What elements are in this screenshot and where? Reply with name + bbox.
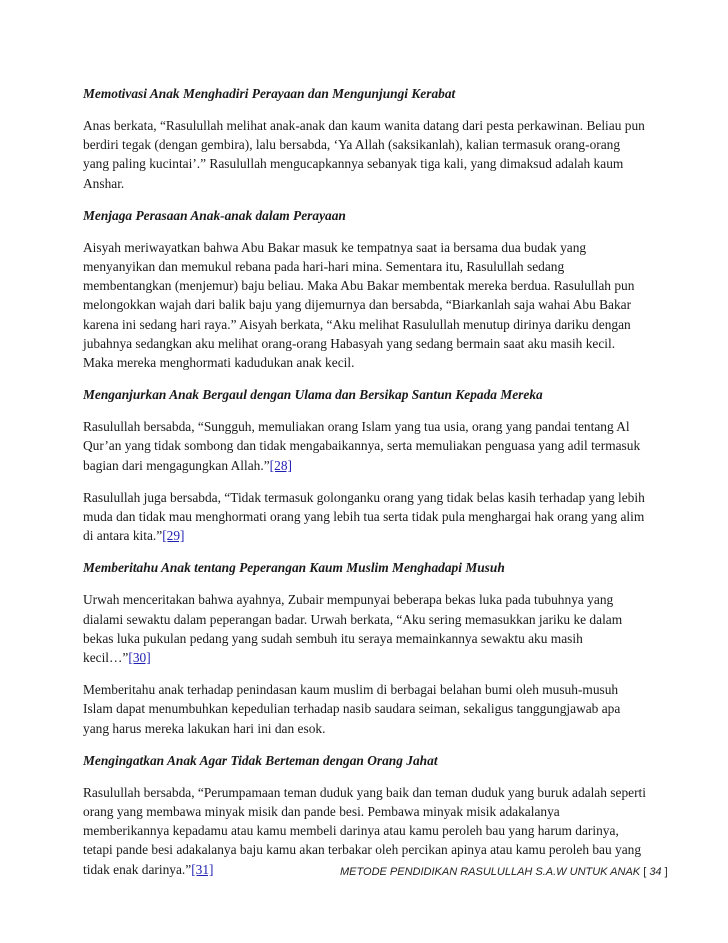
section-heading: Memberitahu Anak tentang Peperangan Kaum Muslim Menghadapi Musuh bbox=[83, 560, 505, 576]
footnote-link[interactable]: [28] bbox=[269, 457, 292, 473]
paragraph: Memberitahu anak terhadap penindasan kaum muslim di berbagai belahan bumi oleh musuh-musuh Islam dapat menumbuhkan kepedulian terhadap nasib saudara seiman, sekaligus tanggungjawab apa yang harus mereka lakukan hari ini dan esok. bbox=[83, 682, 621, 736]
page-footer bbox=[340, 866, 668, 878]
paragraph: Rasulullah bersabda, “Perumpamaan teman duduk yang baik dan teman duduk yang buruk adalah seperti orang yang membawa minyak misik dan pande besi. Pembawa minyak misik adakalanya memberikannya kepadamu atau kamu membeli darinya atau kamu peroleh bau yang harum darinya, tetapi pande besi adakalanya baju kamu akan terbakar oleh percikan apinya atau kamu peroleh bau yang tidak enak darinya.”[31] bbox=[83, 784, 646, 877]
footnote-link[interactable]: [30] bbox=[128, 650, 151, 666]
section-heading: Mengingatkan Anak Agar Tidak Berteman dengan Orang Jahat bbox=[83, 752, 438, 768]
paragraph: Urwah menceritakan bahwa ayahnya, Zubair mempunyai beberapa bekas luka pada tubuhnya yang dialami sewaktu dalam peperangan badar. Urwah berkata, “Aku sering memasukkan jariku ke dalam bekas luka pukulan pedang yang sudah sembuh itu seraya memainkannya sewaktu aku masih kecil…”[30] bbox=[83, 592, 623, 666]
section-heading: Menjaga Perasaan Anak-anak dalam Perayaan bbox=[83, 207, 346, 223]
page-number-bracket-open: [ bbox=[643, 866, 647, 878]
page-number: 34 bbox=[649, 866, 662, 878]
paragraph: Rasulullah juga bersabda, “Tidak termasuk golonganku orang yang tidak belas kasih terhadap yang lebih muda dan tidak mau menghormati orang yang lebih tua serta tidak pula menghargai hak orang yang alim di antara kita.”[29] bbox=[83, 489, 645, 544]
paragraph: Aisyah meriwayatkan bahwa Abu Bakar masuk ke tempatnya saat ia bersama dua budak yang menyanyikan dan memukul rebana pada hari-hari mina. Sementara itu, Rasulullah sedang membentangkan (menjemur) baju beliau. Maka Abu Bakar membentak mereka berdua. Rasulullah pun melongokkan wajah dari balik baju yang dijemurnya dan bersabda, “Biarkanlah saja wahai Abu Bakar karena ini sedang hari raya.” Aisyah berkata, “Aku melihat Rasulullah menutup dirinya dariku dengan jubahnya sedangkan aku melihat orang-orang Habasyah yang sedang bermain saat aku masih kecil. Maka mereka menghormati kadudukan anak kecil. bbox=[83, 239, 635, 371]
page-content bbox=[83, 84, 648, 892]
footer-title: METODE PENDIDIKAN RASULULLAH S.A.W UNTUK ANAK bbox=[340, 866, 641, 878]
footnote-link[interactable]: [29] bbox=[162, 528, 185, 544]
footnote-link[interactable]: [31] bbox=[191, 861, 214, 877]
section-heading: Menganjurkan Anak Bergaul dengan Ulama dan Bersikap Santun Kepada Mereka bbox=[83, 387, 543, 403]
section-heading: Memotivasi Anak Menghadiri Perayaan dan Mengunjungi Kerabat bbox=[83, 86, 456, 101]
paragraph: Anas berkata, “Rasulullah melihat anak-anak dan kaum wanita datang dari pesta perkawinan. Beliau pun berdiri tegak (dengan gembira), lalu bersabda, ‘Ya Allah (saksikanlah), kalian termasuk orang-orang yang paling kucintai’.” Rasulullah mengucapkannya sebanyak tiga kali, yang dimaksud adalah kaum Anshar. bbox=[83, 118, 645, 191]
paragraph: Rasulullah bersabda, “Sungguh, memuliakan orang Islam yang tua usia, orang yang pandai tentang Al Qur’an yang tidak sombong dan tidak mengabaikannya, serta memuliakan penguasa yang adil termasuk bagian dari mengagungkan Allah.”[28] bbox=[83, 419, 641, 473]
page-number-bracket-close: ] bbox=[664, 866, 668, 878]
